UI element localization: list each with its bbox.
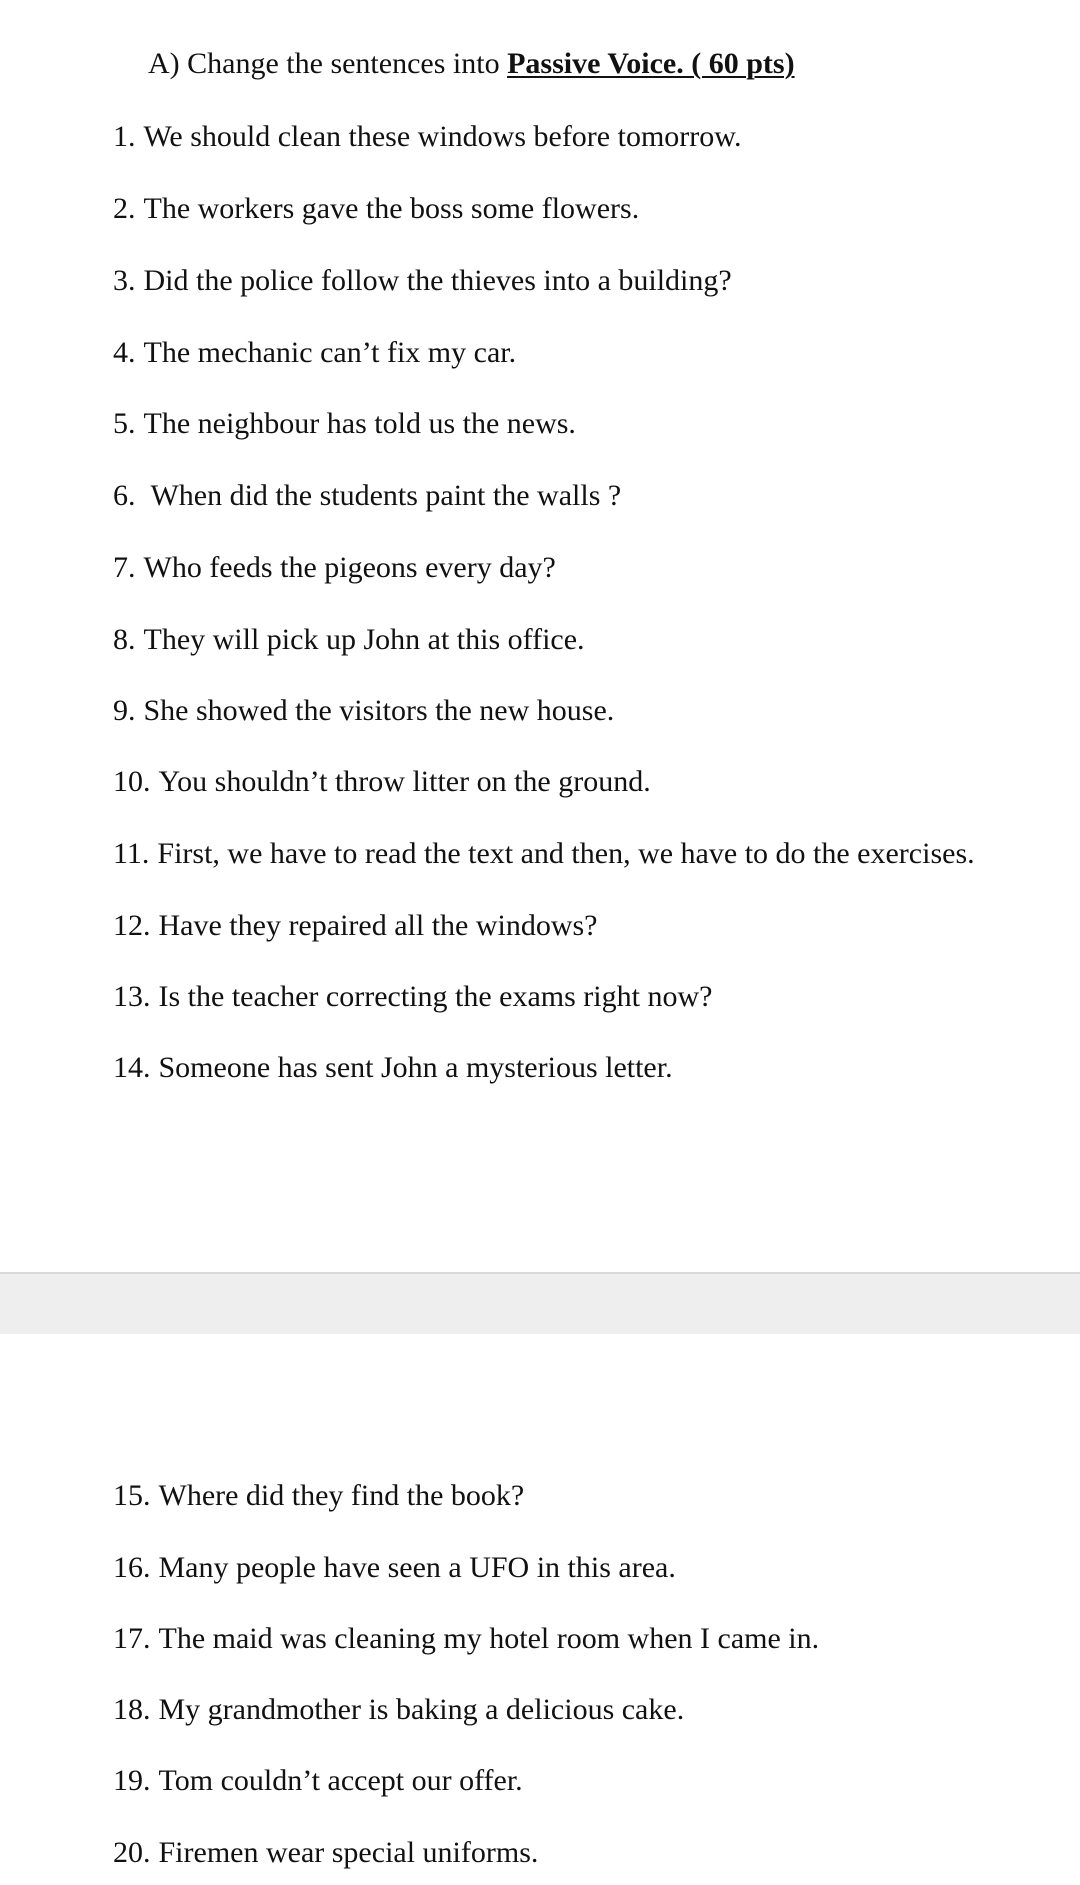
item-text: The neighbour has told us the news.: [143, 407, 576, 440]
item-text: Where did they find the book?: [158, 1479, 525, 1512]
item-number: 12.: [113, 909, 151, 942]
item-number: 19.: [113, 1764, 151, 1797]
item-text: They will pick up John at this office.: [143, 623, 585, 656]
item-number: 14.: [113, 1051, 151, 1084]
item-text: You shouldn’t throw litter on the ground.: [158, 765, 651, 798]
list-item: [113, 906, 598, 946]
list-item: [113, 1548, 676, 1588]
item-text: First, we have to read the text and then, we have to do the exercises.: [157, 837, 975, 870]
item-number: 3.: [113, 264, 136, 297]
item-number: 11.: [113, 837, 150, 870]
item-text: Have they repaired all the windows?: [158, 909, 598, 942]
list-item: [113, 1833, 538, 1873]
item-text: When did the students paint the walls ?: [143, 479, 622, 512]
item-text: The workers gave the boss some flowers.: [143, 192, 640, 225]
list-item: [113, 548, 556, 588]
item-number: 17.: [113, 1622, 151, 1655]
item-text: Many people have seen a UFO in this area.: [158, 1551, 676, 1584]
item-number: 9.: [113, 694, 136, 727]
item-number: 8.: [113, 623, 136, 656]
item-number: 16.: [113, 1551, 151, 1584]
list-item: [113, 1048, 673, 1088]
list-item: [113, 261, 732, 301]
list-item: [113, 1690, 684, 1730]
item-number: 15.: [113, 1479, 151, 1512]
list-item: [113, 834, 975, 874]
list-item: [113, 762, 651, 802]
list-item: [113, 691, 614, 731]
item-number: 5.: [113, 407, 136, 440]
list-item: [113, 117, 741, 157]
item-text: My grandmother is baking a delicious cake.: [158, 1693, 685, 1726]
heading-prefix: A) Change the sentences into: [148, 47, 508, 80]
item-number: 2.: [113, 192, 136, 225]
list-item: [113, 1476, 524, 1516]
item-number: 1.: [113, 120, 136, 153]
item-text: Firemen wear special uniforms.: [158, 1836, 539, 1869]
item-text: Is the teacher correcting the exams right now?: [158, 980, 713, 1013]
list-item: [113, 189, 639, 229]
item-number: 6.: [113, 479, 136, 512]
item-text: We should clean these windows before tomorrow.: [143, 120, 742, 153]
item-text: The maid was cleaning my hotel room when I came in.: [158, 1622, 820, 1655]
list-item: [113, 620, 585, 660]
item-text: She showed the visitors the new house.: [143, 694, 615, 727]
item-number: 18.: [113, 1693, 151, 1726]
list-item: [113, 476, 621, 516]
list-item: [113, 404, 576, 444]
list-item: [113, 333, 516, 373]
list-item: [113, 1619, 819, 1659]
item-number: 4.: [113, 336, 136, 369]
item-number: 7.: [113, 551, 136, 584]
list-item: [113, 977, 712, 1017]
heading-emphasis: Passive Voice. ( 60 pts): [507, 47, 795, 80]
item-number: 13.: [113, 980, 151, 1013]
item-text: Tom couldn’t accept our offer.: [158, 1764, 523, 1797]
item-number: 20.: [113, 1836, 151, 1869]
item-text: The mechanic can’t fix my car.: [143, 336, 517, 369]
list-item: [113, 1761, 523, 1801]
item-text: Someone has sent John a mysterious letter.: [158, 1051, 673, 1084]
exercise-heading: [148, 44, 795, 84]
page-separator: [0, 1272, 1080, 1334]
item-text: Who feeds the pigeons every day?: [143, 551, 556, 584]
document-page-2: [0, 1334, 1080, 1885]
item-number: 10.: [113, 765, 151, 798]
item-text: Did the police follow the thieves into a building?: [143, 264, 732, 297]
